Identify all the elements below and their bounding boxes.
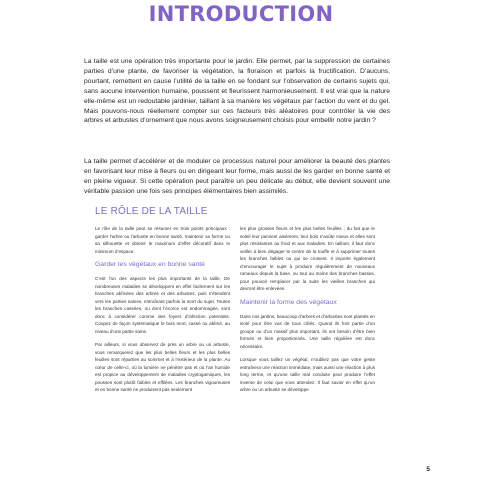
page-number: 5 <box>426 466 430 473</box>
intro-paragraph-2: La taille permet d’accélérer et de moduler ce processus naturel pour améliorer la beauté des plantes en favorisant leur mise à fleurs ou en dirigeant leur forme, mais aussi de les garder en bonne santé et en pleine vigueur. Si cette opération peut paraître un peu délicate au début, elle devient souvent une véritable passion une fois ses principes élémentaires bien assimilés. <box>84 158 390 195</box>
intro-paragraph-1: La taille est une opération très importante pour le jardin. Elle permet, par la suppression de certaines parties d’une plante, de favoriser la végétation, la floraison et parfois la fructification. D’aucuns, pourtant, remettent en cause l’utilité de la taille en se fondant sur l’observation de certains sujets qui, sans aucune intervention humaine, poussent et fleurissent harmonieusement. Il est vrai que la nature elle-même est un redoutable jardinier, taillant à sa manière les végétaux par l’action du vent et du gel. Mais pouvons-nous réellement compter sur ces facteurs très aléatoires pour contrôler la vie des arbres et arbustes d’ornement que nous avons soigneusement choisis pour embellir notre jardin ? <box>84 58 390 125</box>
body-paragraph: Dans nos jardins, beaucoup d’arbres et d’arbustes sont plantés en isolé pour être vus de tous côtés. Quand ils font partie d’un groupe ou d’un massif plus important, ils ont besoin d’être bien formés et bien proportionnés. Une taille régulière est donc nécessaire. <box>240 313 375 349</box>
page-title: INTRODUCTION <box>148 2 334 26</box>
left-column <box>95 225 230 400</box>
body-paragraph: C’est l’un des aspects les plus importants de la taille. De nombreuses maladies se développent en effet facilement sur les branches abîmées des arbres et des arbustes, puis s’étendent vers les parties saines, entraînant parfois la mort du sujet. Toutes les branches cassées, ou dont l’écorce est endommagée, sont donc à considérer comme des foyers d’infection potentiels. Coupez de façon systématique le bois mort, cassé ou abîmé, au niveau d’une partie saine. <box>95 276 230 334</box>
body-paragraph: Par ailleurs, si vous observez de près un arbre ou un arbuste, vous remarquerez que les plus belles fleurs et les plus belles feuilles sont réparties au sommet et à l’extérieur de la plante. Au cœur de celle-ci, où la lumière ne pénètre pas et où l’air humide est propice au développement de maladies cryptogamiques, les pousses sont plutôt faibles et effilées. Les branches vigoureuses et en bonne santé ne produisent pas seulement <box>95 342 230 392</box>
right-column <box>240 225 375 400</box>
body-paragraph: Lorsque vous taillez un végétal, n’oubliez pas que votre geste entraînera une réaction immédiate, mais aussi une réaction à plus long terme, et qu’une taille mal conduite peut produire l’effet inverse de celui que vous attendez. Il faut savoir en effet qu’un arbre ou un arbuste se développe <box>240 357 375 392</box>
subheading-sante: Garder les végétaux en bonne santé <box>95 261 205 268</box>
body-paragraph: Le rôle de la taille peut se résumer en trois points principaux : garder l’arbre ou l’arbuste en bonne santé, maintenir sa forme ou sa silhouette et obtenir le maximum d’effet décoratif dans le minimum d’espace. <box>95 226 230 254</box>
subheading-forme: Maintenir la forme des végétaux <box>240 298 337 306</box>
section-heading: LE RÔLE DE LA TAILLE <box>95 206 208 217</box>
body-paragraph: les plus grosses fleurs et les plus belles feuilles ; du fait que le soleil leur parvient aisément, leur bois s’aoûte mieux et elles sont plus résistantes au froid et aux maladies. En taillant, il faut donc veiller à bien dégager le centre de la touffe et à supprimer toutes les branches faibles ou qui se croisent. Il importe également d’encourager le sujet à produire régulièrement de nouveaux rameaux depuis la base, ou tout au moins des branches basses, pour pouvoir remplacer par la suite les vieilles branches qui devront être enlevées. <box>240 226 375 291</box>
